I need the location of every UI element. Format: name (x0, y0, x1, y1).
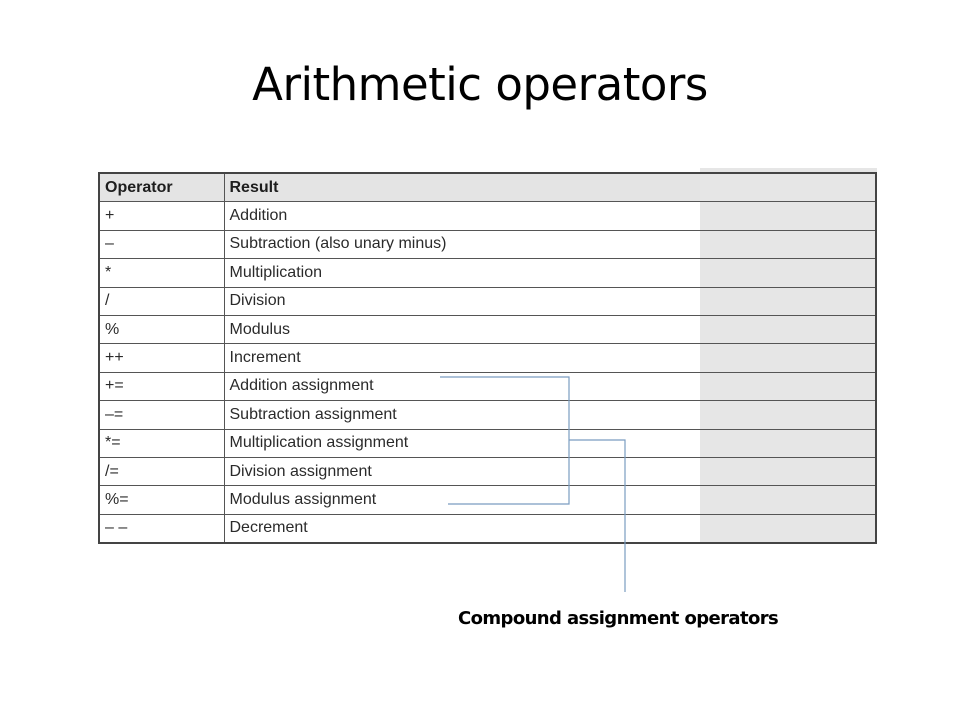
header-result: Result (224, 173, 700, 202)
result-cell: Modulus assignment (224, 486, 700, 514)
operators-table (98, 172, 877, 544)
shade-cell (700, 514, 876, 543)
result-cell: Modulus (224, 315, 700, 343)
table-header-row (99, 173, 876, 202)
shade-cell (700, 401, 876, 429)
table-row (99, 429, 876, 457)
table-row (99, 230, 876, 258)
operators-table-container (98, 172, 875, 544)
shade-cell (700, 486, 876, 514)
table-row (99, 259, 876, 287)
table-row (99, 486, 876, 514)
result-cell: Subtraction (also unary minus) (224, 230, 700, 258)
operator-cell: % (99, 315, 224, 343)
operator-cell: *= (99, 429, 224, 457)
table-row (99, 514, 876, 543)
table-row (99, 401, 876, 429)
slide-title: Arithmetic operators (252, 58, 708, 111)
header-operator: Operator (99, 173, 224, 202)
shade-cell (700, 457, 876, 485)
operator-cell: * (99, 259, 224, 287)
result-cell: Multiplication (224, 259, 700, 287)
table-row (99, 372, 876, 400)
shade-cell (700, 202, 876, 230)
operator-cell: –= (99, 401, 224, 429)
shade-cell (700, 315, 876, 343)
table-row (99, 315, 876, 343)
header-shade-cell (700, 173, 876, 202)
table-row (99, 202, 876, 230)
shade-cell (700, 259, 876, 287)
operator-cell: %= (99, 486, 224, 514)
shade-cell (700, 230, 876, 258)
operator-cell: / (99, 287, 224, 315)
shade-cell (700, 287, 876, 315)
table-row (99, 344, 876, 372)
result-cell: Multiplication assignment (224, 429, 700, 457)
result-cell: Division (224, 287, 700, 315)
shade-cell (700, 372, 876, 400)
result-cell: Division assignment (224, 457, 700, 485)
result-cell: Addition assignment (224, 372, 700, 400)
operator-cell: ++ (99, 344, 224, 372)
table-row (99, 457, 876, 485)
operator-cell: – (99, 230, 224, 258)
shade-cell (700, 344, 876, 372)
operator-cell: /= (99, 457, 224, 485)
operator-cell: += (99, 372, 224, 400)
operator-cell: – – (99, 514, 224, 543)
result-cell: Decrement (224, 514, 700, 543)
result-cell: Increment (224, 344, 700, 372)
result-cell: Subtraction assignment (224, 401, 700, 429)
compound-assignment-caption: Compound assignment operators (458, 608, 779, 629)
result-cell: Addition (224, 202, 700, 230)
table-row (99, 287, 876, 315)
shade-cell (700, 429, 876, 457)
operator-cell: + (99, 202, 224, 230)
